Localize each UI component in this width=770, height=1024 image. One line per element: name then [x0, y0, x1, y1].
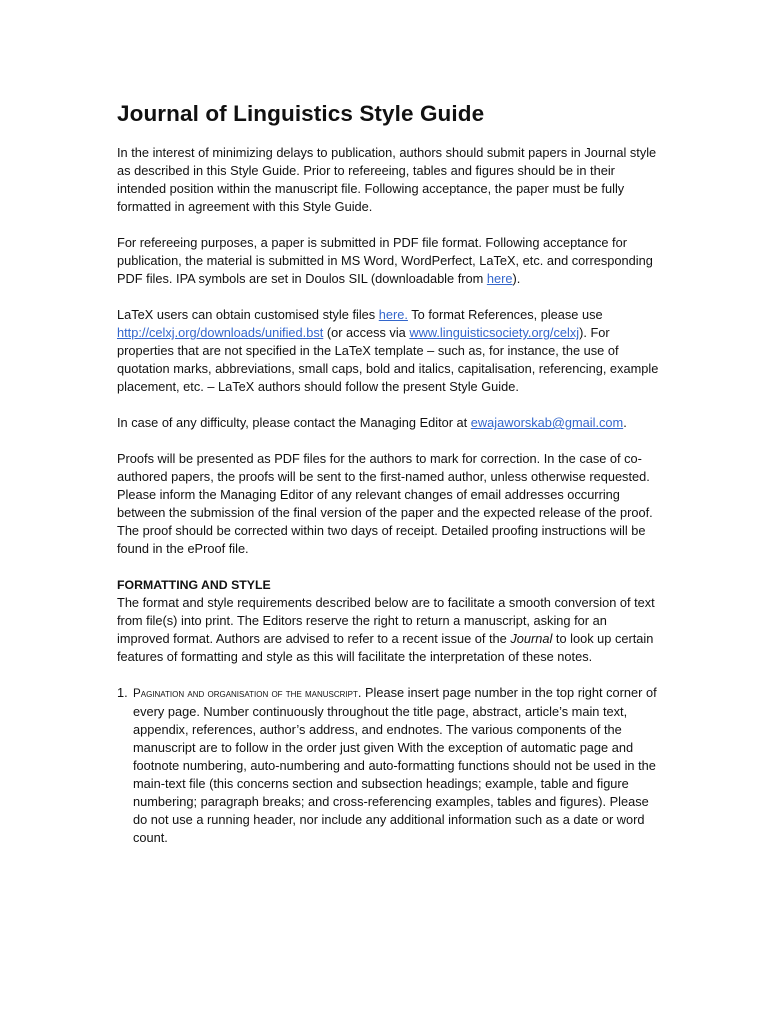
refereeing-end: ).: [512, 271, 521, 286]
section-text-1: The format and style requirements described below are to facilitate a smooth conversion of text from file(s) into print. The Editors reserve the right to return a manuscript, asking for an improved format. Authors are advised to refer to a recent issue of the: [117, 595, 655, 646]
proofs-paragraph: Proofs will be presented as PDF files for the authors to mark for correction. In the case of co-authored papers, the proofs will be sent to the first-named author, unless otherwise requested. Please inform the Managing Editor of any relevant changes of email addresses occurring between the submission of the final version of the paper and the expected release of the proof. The proof should be corrected within two days of receipt. Detailed proofing instructions will be found in the eProof file.: [117, 451, 653, 556]
section-heading: FORMATTING AND STYLE: [117, 578, 271, 592]
latex-paragraph: [117, 306, 660, 396]
latex-text-3: (or access via: [323, 325, 410, 340]
editor-email-link[interactable]: ewajaworskab@gmail.com: [470, 415, 624, 430]
list-item-number: 1.: [117, 685, 128, 700]
latex-text-2: To format References, please use: [407, 307, 603, 322]
list-item-text: . Please insert page number in the top right corner of every page. Number continuously throughout the title page, abstract, article’s main text, appendix, references, author’s address, and endnotes. The various components of the manuscript are to follow in the order just given With the exception of automatic page and footnote numbering, auto-numbering and auto-formatting functions should not be used in the main-text file (this concerns section and subsection headings; example, table and figure numbering; paragraph breaks; and cross-referencing examples, tables and figures). Please do not use a running header, nor include any additional information such as a date or word count.: [133, 685, 657, 845]
journal-italic: Journal: [510, 631, 553, 646]
contact-text: In case of any difficulty, please contact the Managing Editor at: [117, 415, 471, 430]
guideline-list: [117, 684, 660, 847]
refereeing-paragraph: [117, 234, 660, 288]
section-paragraph: [117, 594, 660, 666]
intro-paragraph: In the interest of minimizing delays to publication, authors should submit papers in Journal style as described in this Style Guide. Prior to refereeing, tables and figures should be in their intended position within the manuscript file. Following acceptance, the paper must be fully formatted in agreement with this Style Guide.: [117, 145, 657, 214]
list-item: [117, 684, 660, 847]
doulos-download-link[interactable]: here: [486, 271, 513, 286]
contact-paragraph: [117, 414, 660, 432]
refereeing-text: For refereeing purposes, a paper is submitted in PDF file format. Following acceptance for publication, the material is submitted in MS Word, WordPerfect, LaTeX, etc. and corresponding PDF files. IPA symbols are set in Doulos SIL (downloadable from: [117, 235, 653, 286]
section-text-2: to look up certain features of formatting and style as this will facilitate the interpretation of these notes.: [117, 631, 654, 664]
contact-end: .: [623, 415, 627, 430]
list-item-title: Pagination and organisation of the manuscript: [133, 687, 358, 700]
unified-bst-link[interactable]: http://celxj.org/downloads/unified.bst: [117, 325, 324, 340]
style-files-link[interactable]: here.: [378, 307, 408, 322]
latex-text-1: LaTeX users can obtain customised style files: [117, 307, 379, 322]
latex-text-4: ). For properties that are not specified in the LaTeX template – such as, for instance, the use of quotation marks, abbreviations, small caps, bold and italics, capitalisation, referencing, example placement, etc. – LaTeX authors should follow the present Style Guide.: [117, 325, 659, 394]
linguistic-society-link[interactable]: www.linguisticsociety.org/celxj: [409, 325, 580, 340]
page-title: Journal of Linguistics Style Guide: [117, 101, 485, 126]
